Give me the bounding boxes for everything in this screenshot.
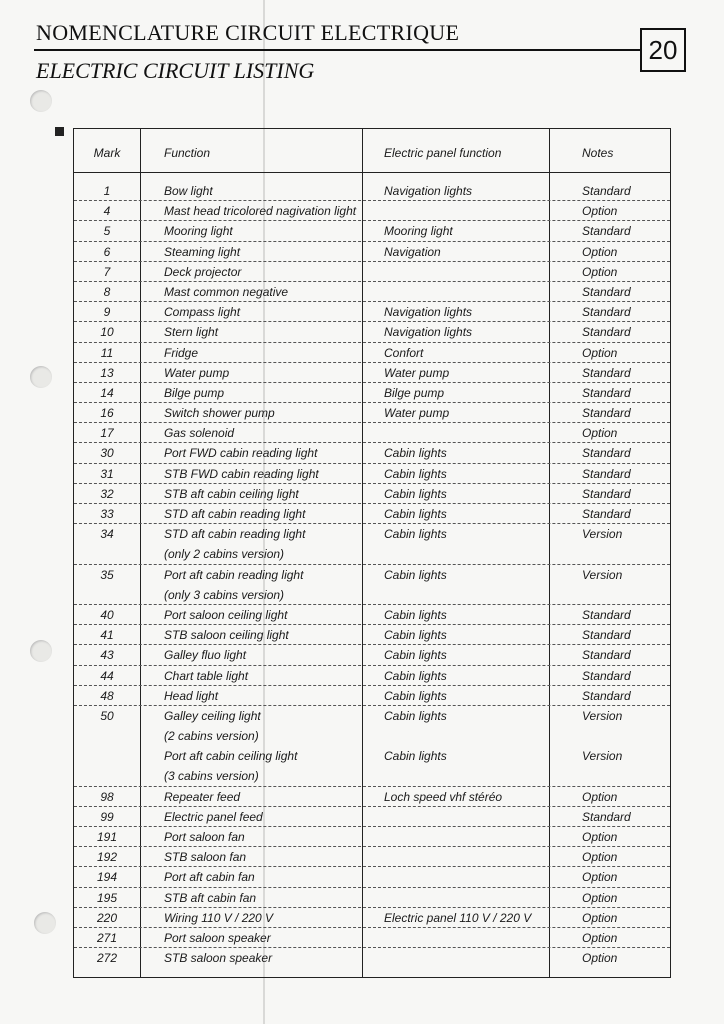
cell-notes: Version — [582, 567, 623, 582]
cell-notes: Option — [582, 951, 618, 966]
cell-function: STB saloon fan — [164, 850, 247, 865]
cell-mark: 192 — [96, 850, 118, 865]
table-row — [74, 787, 670, 807]
cell-function: STB saloon ceiling light — [164, 628, 289, 643]
cell-mark: 11 — [100, 345, 114, 360]
cell-mark: 48 — [100, 688, 114, 703]
cell-mark: 99 — [100, 809, 114, 824]
cell-function: STB FWD cabin reading light — [164, 466, 319, 481]
cell-panel-function: Navigation lights — [384, 325, 473, 340]
table-row — [74, 847, 670, 867]
table-row — [74, 343, 670, 363]
cell-mark: 13 — [100, 365, 114, 380]
cell-mark: 272 — [96, 951, 118, 966]
table-row — [74, 524, 670, 544]
cell-mark: 32 — [100, 486, 114, 501]
cell-panel-function: Cabin lights — [384, 466, 447, 481]
cell-notes: Option — [582, 264, 618, 279]
cell-notes: Standard — [582, 607, 631, 622]
cell-function: Head light — [164, 688, 219, 703]
table-row — [74, 666, 670, 686]
page-number: 20 — [640, 28, 686, 72]
cell-notes: Standard — [582, 466, 631, 481]
cell-panel-function: Cabin lights — [384, 527, 447, 542]
cell-panel-function: Cabin lights — [384, 668, 447, 683]
header-mark: Mark — [93, 146, 121, 160]
cell-mark: 17 — [100, 426, 114, 441]
table-row — [74, 565, 670, 585]
cell-notes: Option — [582, 850, 618, 865]
cell-notes: Option — [582, 870, 618, 885]
cell-panel-function: Bilge pump — [384, 385, 445, 400]
table-row — [74, 827, 670, 847]
cell-panel-function: Navigation lights — [384, 305, 473, 320]
cell-function: Bilge pump — [164, 385, 225, 400]
cell-panel-function: Water pump — [384, 406, 450, 421]
table-row — [74, 201, 670, 221]
table-row — [74, 423, 670, 443]
cell-notes: Option — [582, 830, 618, 844]
cell-mark: 98 — [100, 789, 114, 804]
cell-mark: 34 — [100, 527, 114, 542]
table-row — [74, 645, 670, 665]
cell-notes: Option — [582, 244, 618, 259]
cell-notes: Standard — [582, 365, 631, 380]
cell-panel-function: Cabin lights — [384, 446, 447, 461]
cell-function: Compass light — [164, 305, 241, 320]
table-row — [74, 807, 670, 827]
cell-function: Stern light — [164, 325, 219, 340]
cell-function: Water pump — [164, 365, 230, 380]
cell-notes: Option — [582, 890, 618, 905]
table-header — [74, 129, 670, 173]
cell-mark: 30 — [100, 446, 114, 461]
cell-function: Wiring 110 V / 220 V — [164, 910, 274, 925]
cell-mark: 40 — [100, 607, 114, 622]
cell-function: Bow light — [164, 184, 213, 198]
cell-mark: 5 — [103, 224, 111, 239]
table-row — [74, 605, 670, 625]
circuit-table — [73, 128, 671, 978]
cell-panel-function: Cabin lights — [384, 688, 447, 703]
cell-panel-function: Cabin lights — [384, 567, 447, 582]
cell-function: Steaming light — [164, 244, 241, 259]
cell-notes: Version — [582, 749, 623, 764]
table-row — [74, 262, 670, 282]
cell-notes: Option — [582, 910, 618, 925]
cell-notes: Standard — [582, 628, 631, 643]
cell-mark: 44 — [100, 668, 114, 683]
cell-mark: 8 — [103, 284, 111, 299]
cell-mark: 195 — [96, 890, 118, 905]
table-body — [74, 181, 670, 968]
cell-panel-function: Cabin lights — [384, 628, 447, 643]
cell-notes: Standard — [582, 305, 631, 320]
cell-notes: Standard — [582, 668, 631, 683]
punch-hole-top — [30, 90, 52, 112]
cell-notes: Option — [582, 426, 618, 441]
table-row — [74, 625, 670, 645]
cell-function: STD aft cabin reading light — [164, 527, 306, 542]
cell-function: STD aft cabin reading light — [164, 507, 306, 521]
cell-mark: 31 — [100, 466, 114, 481]
table-row — [74, 726, 670, 746]
cell-notes: Option — [582, 204, 618, 219]
cell-notes: Version — [582, 527, 623, 542]
cell-mark: 7 — [103, 264, 111, 279]
cell-mark: 41 — [100, 628, 114, 643]
cell-function: Gas solenoid — [164, 426, 235, 441]
cell-panel-function: Navigation — [384, 244, 441, 259]
cell-mark: 9 — [103, 305, 111, 320]
cell-notes: Standard — [582, 648, 631, 663]
cell-function: (3 cabins version) — [164, 769, 259, 784]
cell-function: STB saloon speaker — [164, 951, 273, 966]
header-function: Function — [164, 146, 211, 160]
punch-hole-bottom — [34, 912, 56, 934]
cell-function: Port FWD cabin reading light — [164, 446, 318, 461]
table-row — [74, 867, 670, 887]
cell-function: Mooring light — [164, 224, 233, 239]
cell-function: Electric panel feed — [164, 809, 263, 824]
title-english: ELECTRIC CIRCUIT LISTING — [36, 58, 315, 83]
bullet-marker — [55, 127, 64, 136]
cell-notes: Standard — [582, 284, 631, 299]
table-row — [74, 322, 670, 342]
title-french: NOMENCLATURE CIRCUIT ELECTRIQUE — [36, 20, 460, 45]
table-row — [74, 544, 670, 564]
cell-function: Mast common negative — [164, 284, 289, 299]
table-row — [74, 363, 670, 383]
table-row — [74, 302, 670, 322]
table-row — [74, 443, 670, 463]
cell-panel-function: Electric panel 110 V / 220 V — [384, 910, 532, 925]
header-rule — [34, 49, 640, 51]
cell-panel-function: Cabin lights — [384, 607, 447, 622]
header-panel-function: Electric panel function — [384, 146, 502, 160]
cell-function: (2 cabins version) — [164, 729, 259, 744]
cell-notes: Standard — [582, 224, 631, 239]
cell-mark: 50 — [100, 708, 114, 723]
table-row — [74, 181, 670, 201]
table-row — [74, 464, 670, 484]
cell-notes: Standard — [582, 406, 631, 421]
table-row — [74, 585, 670, 605]
cell-mark: 1 — [103, 184, 111, 198]
cell-notes: Standard — [582, 507, 631, 521]
cell-panel-function: Cabin lights — [384, 648, 447, 663]
table-row — [74, 282, 670, 302]
cell-mark: 194 — [96, 870, 118, 885]
cell-function: Switch shower pump — [164, 406, 275, 421]
cell-function: STB aft cabin ceiling light — [164, 486, 299, 501]
cell-mark: 43 — [100, 648, 114, 663]
cell-notes: Option — [582, 789, 618, 804]
cell-function: STB aft cabin fan — [164, 890, 257, 905]
cell-function: Port saloon ceiling light — [164, 607, 288, 622]
table-row — [74, 403, 670, 423]
cell-notes: Standard — [582, 385, 631, 400]
cell-notes: Standard — [582, 325, 631, 340]
cell-panel-function: Cabin lights — [384, 708, 447, 723]
cell-function: Mast head tricolored nagivation light — [164, 204, 357, 219]
cell-notes: Standard — [582, 486, 631, 501]
table-row — [74, 766, 670, 786]
cell-mark: 16 — [100, 406, 114, 421]
cell-function: Port saloon fan — [164, 830, 245, 844]
cell-mark: 220 — [96, 910, 118, 925]
cell-function: Deck projector — [164, 264, 242, 279]
cell-mark: 4 — [103, 204, 111, 219]
table-row — [74, 484, 670, 504]
punch-hole-middle-upper — [30, 366, 52, 388]
cell-function: Port aft cabin fan — [164, 870, 255, 885]
cell-panel-function: Water pump — [384, 365, 450, 380]
cell-function: Galley ceiling light — [164, 708, 261, 723]
cell-function: Fridge — [164, 345, 199, 360]
cell-mark: 10 — [100, 325, 114, 340]
cell-mark: 6 — [103, 244, 111, 259]
cell-notes: Standard — [582, 184, 631, 198]
cell-function: (only 3 cabins version) — [164, 587, 285, 602]
cell-function: Port aft cabin reading light — [164, 567, 304, 582]
table-row — [74, 928, 670, 948]
cell-notes: Standard — [582, 688, 631, 703]
cell-notes: Standard — [582, 809, 631, 824]
cell-mark: 14 — [100, 385, 114, 400]
table-row — [74, 706, 670, 726]
cell-notes: Standard — [582, 446, 631, 461]
punch-hole-middle-lower — [30, 640, 52, 662]
cell-function: (only 2 cabins version) — [164, 547, 285, 562]
table-row — [74, 948, 670, 968]
cell-function: Port saloon speaker — [164, 930, 271, 945]
cell-function: Chart table light — [164, 668, 249, 683]
table-row — [74, 221, 670, 241]
cell-notes: Version — [582, 708, 623, 723]
cell-notes: Option — [582, 345, 618, 360]
table-row — [74, 908, 670, 928]
table-row — [74, 686, 670, 706]
cell-function: Port aft cabin ceiling light — [164, 749, 298, 764]
cell-panel-function: Cabin lights — [384, 507, 447, 521]
cell-panel-function: Cabin lights — [384, 486, 447, 501]
cell-mark: 33 — [100, 507, 114, 521]
cell-panel-function: Loch speed vhf stéréo — [384, 789, 503, 804]
header-notes: Notes — [582, 146, 614, 160]
table-row — [74, 504, 670, 524]
cell-function: Repeater feed — [164, 789, 241, 804]
table-row — [74, 888, 670, 908]
cell-notes: Option — [582, 930, 618, 945]
cell-mark: 35 — [100, 567, 114, 582]
cell-function: Galley fluo light — [164, 648, 247, 663]
cell-mark: 191 — [96, 830, 118, 844]
table-row — [74, 746, 670, 766]
cell-panel-function: Cabin lights — [384, 749, 447, 764]
cell-panel-function: Navigation lights — [384, 184, 473, 198]
cell-mark: 271 — [96, 930, 118, 945]
cell-panel-function: Confort — [384, 345, 424, 360]
table-row — [74, 383, 670, 403]
table-row — [74, 242, 670, 262]
cell-panel-function: Mooring light — [384, 224, 453, 239]
